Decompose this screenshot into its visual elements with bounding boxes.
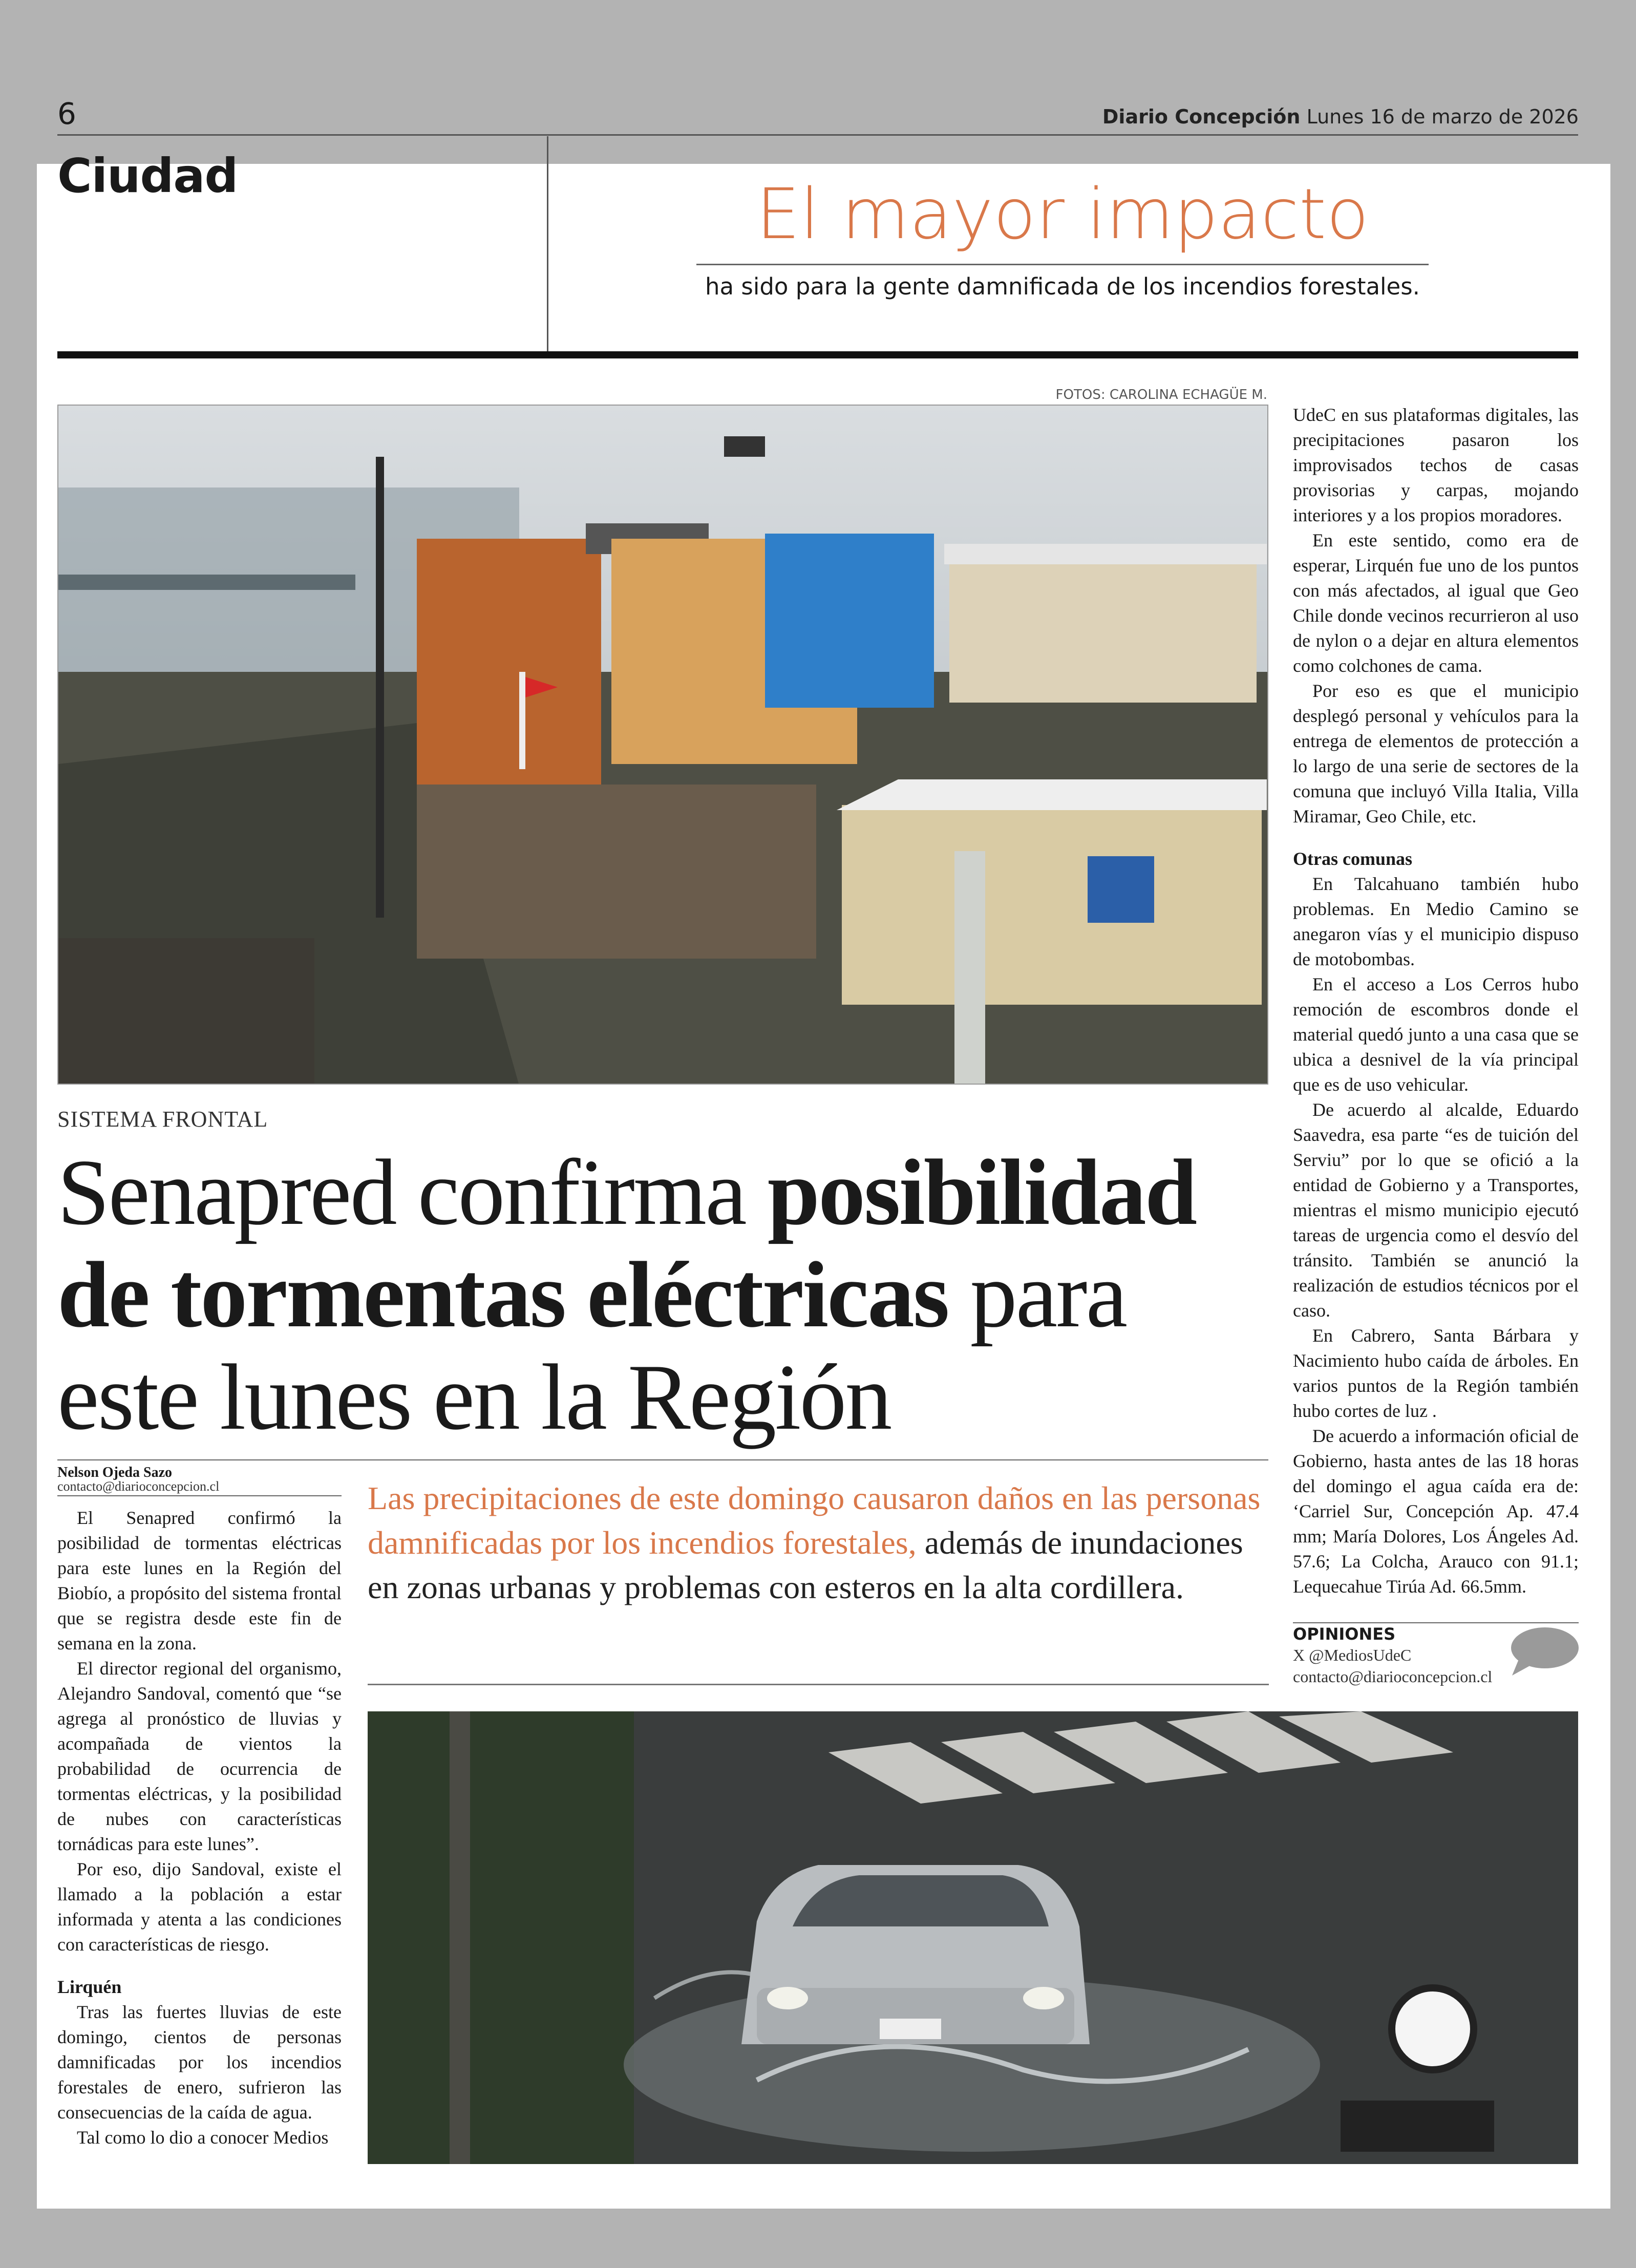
paragraph: En el acceso a Los Cerros hubo remoción de escombros donde el material quedó junto a una casa que se ubica a desnivel de la vía principal que es de uso vehicular. (1293, 974, 1579, 1095)
headline-part-3: para este lunes en la Región (57, 1242, 1127, 1449)
opinions-rule (1293, 1622, 1579, 1623)
paragraph: UdeC en sus plataformas digitales, las precipitaciones pasaron los improvisados techos de casas provisorias y carpas, mojando interiores y a los propios moradores. (1293, 405, 1579, 525)
paragraph: De acuerdo a información oficial de Gobierno, hasta antes de las 18 horas del domingo el agua caída era de: ‘Carriel Sur, Concepción Ap. 47.4 mm; María Dolores, Los Ángeles Ad. 57.6; La Colcha, Arauco con 91.1; Lequecahue Tirúa Ad. 66.5mm. (1293, 1426, 1579, 1597)
headline-rule (57, 1459, 1268, 1460)
photo-damaged-houses (57, 405, 1268, 1085)
header-divider (547, 136, 548, 351)
headline-part-1: Senapred confirma (57, 1140, 768, 1244)
byline-email: contacto@diarioconcepcion.cl (57, 1479, 220, 1494)
quote-title: El mayor impacto (756, 174, 1369, 255)
subhead-lirquen: Lirquén (57, 1977, 122, 1997)
masthead (1102, 105, 1579, 128)
paragraph: El director regional del organismo, Alejandro Sandoval, comentó que “se agrega al pronóstico de lluvias y acompañada de vientos la probabilidad de ocurrencia de tormentas eléctricas, y la posibilidad de nubes con características tornádicas para este lunes”. (57, 1658, 342, 1854)
paragraph: Tal como lo dio a conocer Medios (77, 2127, 329, 2148)
paragraph: Tras las fuertes lluvias de este domingo, cientos de personas damnificadas por los incendios forestales de enero, sufrieron las consecuencias de la caída de agua. (57, 2002, 342, 2123)
paragraph: En Cabrero, Santa Bárbara y Nacimiento hubo caída de árboles. En varios puntos de la Región también hubo cortes de luz . (1293, 1325, 1579, 1421)
paragraph: De acuerdo al alcalde, Eduardo Saavedra, esa parte “es de tuición del Serviu” por lo que se ofició a la entidad de Gobierno y a Transportes, mientras el mismo municipio ejecutó tareas de urgencia como el desvío del tránsito. También se anunció la realización de estudios técnicos por el caso. (1293, 1099, 1579, 1321)
opinions-x-handle[interactable]: X @MediosUdeC (1293, 1646, 1412, 1664)
article-kicker: SISTEMA FRONTAL (57, 1107, 268, 1132)
speech-bubble-icon (1508, 1626, 1580, 1680)
byline-name: Nelson Ojeda Sazo (57, 1465, 172, 1480)
quote-rule (696, 264, 1429, 265)
article-headline (57, 1141, 1276, 1448)
pull-quote (368, 1476, 1269, 1609)
paragraph: En este sentido, como era de esperar, Lirquén fue uno de los puntos con más afectados, al igual que Geo Chile donde vecinos recurrieron al uso de nylon o a dejar en altura elementos como colchones de cama. (1293, 530, 1579, 676)
houses-illustration (58, 406, 1268, 1085)
flooded-street-illustration (368, 1711, 1578, 2164)
article-column-1 (57, 1506, 342, 2150)
pull-quote-rest: además de inundaciones en zonas urbanas y problemas con esteros en la alta cordillera. (368, 1524, 1243, 1605)
paragraph: Por eso es que el municipio desplegó personal y vehículos para la entrega de elementos de protección a lo largo de una serie de sectores de la comuna que incluyó Villa Italia, Villa Miramar, Geo Chile, etc. (1293, 681, 1579, 826)
header-thick-rule (57, 351, 1578, 358)
byline-rule (57, 1495, 342, 1496)
headline-part-2: posibilidad de tormentas eléctricas (57, 1140, 1196, 1347)
paragraph: El Senapred confirmó la posibilidad de tormentas eléctricas para este lunes en la Región del Biobío, a propósito del sistema frontal que se registra desde este fin de semana en la zona. (57, 1508, 342, 1654)
photo-credit: FOTOS: CAROLINA ECHAGÜE M. (1055, 387, 1267, 402)
pull-quote-highlight: Las precipitaciones de este domingo causaron daños en las personas damnificadas por los incendios forestales, (368, 1480, 1261, 1561)
pull-quote-rule (368, 1684, 1269, 1685)
paper-name: Diario Concepción (1102, 105, 1301, 128)
issue-date: Lunes 16 de marzo de 2026 (1306, 105, 1579, 128)
page-number: 6 (57, 96, 76, 131)
section-title: Ciudad (57, 149, 238, 203)
opinions-title: OPINIONES (1293, 1624, 1396, 1644)
opinions-email[interactable]: contacto@diarioconcepcion.cl (1293, 1667, 1493, 1686)
photo-flooded-street (368, 1711, 1578, 2164)
top-rule (57, 134, 1578, 136)
quote-subtitle: ha sido para la gente damnificada de los incendios forestales. (705, 273, 1420, 300)
article-column-3 (1293, 402, 1579, 1599)
paragraph: En Talcahuano también hubo problemas. En Medio Camino se anegaron vías y el municipio dispuso de motobombas. (1293, 874, 1579, 969)
paragraph: Por eso, dijo Sandoval, existe el llamado a la población a estar informada y atenta a las condiciones con características de riesgo. (57, 1859, 342, 1955)
subhead-otras-comunas: Otras comunas (1293, 849, 1412, 869)
